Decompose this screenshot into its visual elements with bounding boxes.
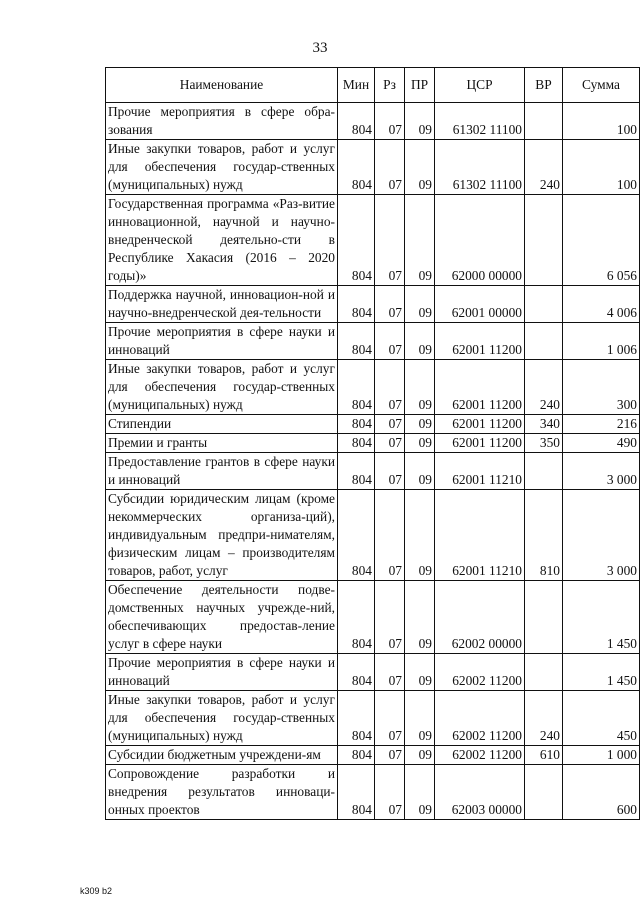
cell-rz: 07	[375, 415, 405, 434]
cell-rz: 07	[375, 654, 405, 691]
cell-min: 804	[338, 765, 375, 820]
cell-pr: 09	[405, 360, 435, 415]
cell-sum: 216	[563, 415, 640, 434]
cell-sum: 4 006	[563, 286, 640, 323]
cell-min: 804	[338, 691, 375, 746]
cell-min: 804	[338, 415, 375, 434]
cell-name: Субсидии юридическим лицам (кроме некоммерческих организа-ций), индивидуальным предпри-нимателям, физическим лицам – производителям товаров, работ, услуг	[106, 490, 338, 581]
cell-csr: 62001 11210	[435, 453, 525, 490]
table-row	[106, 195, 640, 286]
cell-csr: 62002 11200	[435, 691, 525, 746]
cell-min: 804	[338, 140, 375, 195]
table-row	[106, 765, 640, 820]
cell-vr: 240	[525, 691, 563, 746]
cell-sum: 3 000	[563, 453, 640, 490]
cell-rz: 07	[375, 360, 405, 415]
cell-min: 804	[338, 286, 375, 323]
cell-vr	[525, 654, 563, 691]
cell-sum: 6 056	[563, 195, 640, 286]
cell-sum: 300	[563, 360, 640, 415]
table-row	[106, 746, 640, 765]
cell-rz: 07	[375, 140, 405, 195]
cell-name: Сопровождение разработки и внедрения результатов инноваци-онных проектов	[106, 765, 338, 820]
cell-csr: 62001 11210	[435, 490, 525, 581]
cell-min: 804	[338, 654, 375, 691]
cell-pr: 09	[405, 434, 435, 453]
cell-name: Поддержка научной, инновацион-ной и научно-внедренческой дея-тельности	[106, 286, 338, 323]
cell-min: 804	[338, 453, 375, 490]
cell-name: Прочие мероприятия в сфере науки и инноваций	[106, 654, 338, 691]
cell-csr: 62001 11200	[435, 360, 525, 415]
header-csr: ЦСР	[435, 68, 525, 103]
cell-pr: 09	[405, 746, 435, 765]
cell-rz: 07	[375, 765, 405, 820]
cell-min: 804	[338, 581, 375, 654]
cell-name: Предоставление грантов в сфере науки и инноваций	[106, 453, 338, 490]
header-pr: ПР	[405, 68, 435, 103]
cell-csr: 62002 11200	[435, 654, 525, 691]
table-row	[106, 691, 640, 746]
cell-pr: 09	[405, 323, 435, 360]
cell-rz: 07	[375, 581, 405, 654]
cell-min: 804	[338, 746, 375, 765]
cell-rz: 07	[375, 453, 405, 490]
cell-csr: 62000 00000	[435, 195, 525, 286]
cell-pr: 09	[405, 691, 435, 746]
cell-csr: 62002 11200	[435, 746, 525, 765]
table-row	[106, 103, 640, 140]
cell-vr	[525, 323, 563, 360]
cell-sum: 1 006	[563, 323, 640, 360]
table-header	[106, 68, 640, 103]
cell-vr: 240	[525, 140, 563, 195]
cell-rz: 07	[375, 490, 405, 581]
cell-sum: 450	[563, 691, 640, 746]
cell-sum: 600	[563, 765, 640, 820]
cell-name: Прочие мероприятия в сфере обра-зования	[106, 103, 338, 140]
cell-min: 804	[338, 490, 375, 581]
cell-pr: 09	[405, 490, 435, 581]
table-row	[106, 140, 640, 195]
cell-sum: 100	[563, 140, 640, 195]
cell-rz: 07	[375, 434, 405, 453]
cell-csr: 62001 11200	[435, 415, 525, 434]
cell-vr	[525, 581, 563, 654]
header-name: Наименование	[106, 68, 338, 103]
table-row	[106, 434, 640, 453]
table-row	[106, 654, 640, 691]
cell-pr: 09	[405, 654, 435, 691]
cell-csr: 62001 11200	[435, 323, 525, 360]
cell-name: Субсидии бюджетным учреждени-ям	[106, 746, 338, 765]
cell-vr: 350	[525, 434, 563, 453]
cell-pr: 09	[405, 140, 435, 195]
cell-min: 804	[338, 195, 375, 286]
cell-pr: 09	[405, 581, 435, 654]
table-body	[106, 103, 640, 820]
cell-csr: 62002 00000	[435, 581, 525, 654]
cell-rz: 07	[375, 103, 405, 140]
cell-pr: 09	[405, 195, 435, 286]
header-rz: Рз	[375, 68, 405, 103]
cell-vr	[525, 765, 563, 820]
cell-csr: 62001 11200	[435, 434, 525, 453]
cell-min: 804	[338, 103, 375, 140]
cell-sum: 1 450	[563, 581, 640, 654]
cell-sum: 100	[563, 103, 640, 140]
cell-rz: 07	[375, 195, 405, 286]
cell-sum: 3 000	[563, 490, 640, 581]
cell-vr	[525, 103, 563, 140]
cell-csr: 61302 11100	[435, 140, 525, 195]
table-row	[106, 581, 640, 654]
cell-vr	[525, 286, 563, 323]
cell-sum: 490	[563, 434, 640, 453]
cell-rz: 07	[375, 323, 405, 360]
cell-min: 804	[338, 323, 375, 360]
cell-vr	[525, 453, 563, 490]
cell-name: Иные закупки товаров, работ и услуг для обеспечения государ-ственных (муниципальных) нужд	[106, 360, 338, 415]
cell-min: 804	[338, 434, 375, 453]
cell-name: Обеспечение деятельности подве-домственных научных учрежде-ний, обеспечивающих предостав-ление услуг в сфере науки	[106, 581, 338, 654]
cell-vr: 610	[525, 746, 563, 765]
cell-name: Премии и гранты	[106, 434, 338, 453]
budget-table	[105, 67, 640, 820]
cell-csr: 62001 00000	[435, 286, 525, 323]
cell-sum: 1 450	[563, 654, 640, 691]
cell-name: Прочие мероприятия в сфере науки и инноваций	[106, 323, 338, 360]
cell-rz: 07	[375, 746, 405, 765]
cell-name: Иные закупки товаров, работ и услуг для обеспечения государ-ственных (муниципальных) нужд	[106, 140, 338, 195]
cell-csr: 61302 11100	[435, 103, 525, 140]
cell-pr: 09	[405, 103, 435, 140]
table-row	[106, 360, 640, 415]
cell-pr: 09	[405, 286, 435, 323]
header-vr: ВР	[525, 68, 563, 103]
cell-min: 804	[338, 360, 375, 415]
cell-name: Государственная программа «Раз-витие инновационной, научной и научно-внедренческой деятельно-сти в Республике Хакасия (2016 – 2020 годы)»	[106, 195, 338, 286]
cell-rz: 07	[375, 286, 405, 323]
header-sum: Сумма	[563, 68, 640, 103]
table-row	[106, 453, 640, 490]
cell-pr: 09	[405, 765, 435, 820]
cell-rz: 07	[375, 691, 405, 746]
cell-pr: 09	[405, 415, 435, 434]
table-row	[106, 286, 640, 323]
cell-pr: 09	[405, 453, 435, 490]
header-min: Мин	[338, 68, 375, 103]
table-row	[106, 490, 640, 581]
cell-name: Стипендии	[106, 415, 338, 434]
cell-csr: 62003 00000	[435, 765, 525, 820]
cell-vr: 340	[525, 415, 563, 434]
table-row	[106, 323, 640, 360]
cell-vr	[525, 195, 563, 286]
cell-vr: 810	[525, 490, 563, 581]
page-number: 33	[312, 40, 328, 56]
cell-name: Иные закупки товаров, работ и услуг для обеспечения государ-ственных (муниципальных) нужд	[106, 691, 338, 746]
table-row	[106, 415, 640, 434]
cell-sum: 1 000	[563, 746, 640, 765]
footer-code: k309 b2	[80, 886, 113, 896]
cell-vr: 240	[525, 360, 563, 415]
